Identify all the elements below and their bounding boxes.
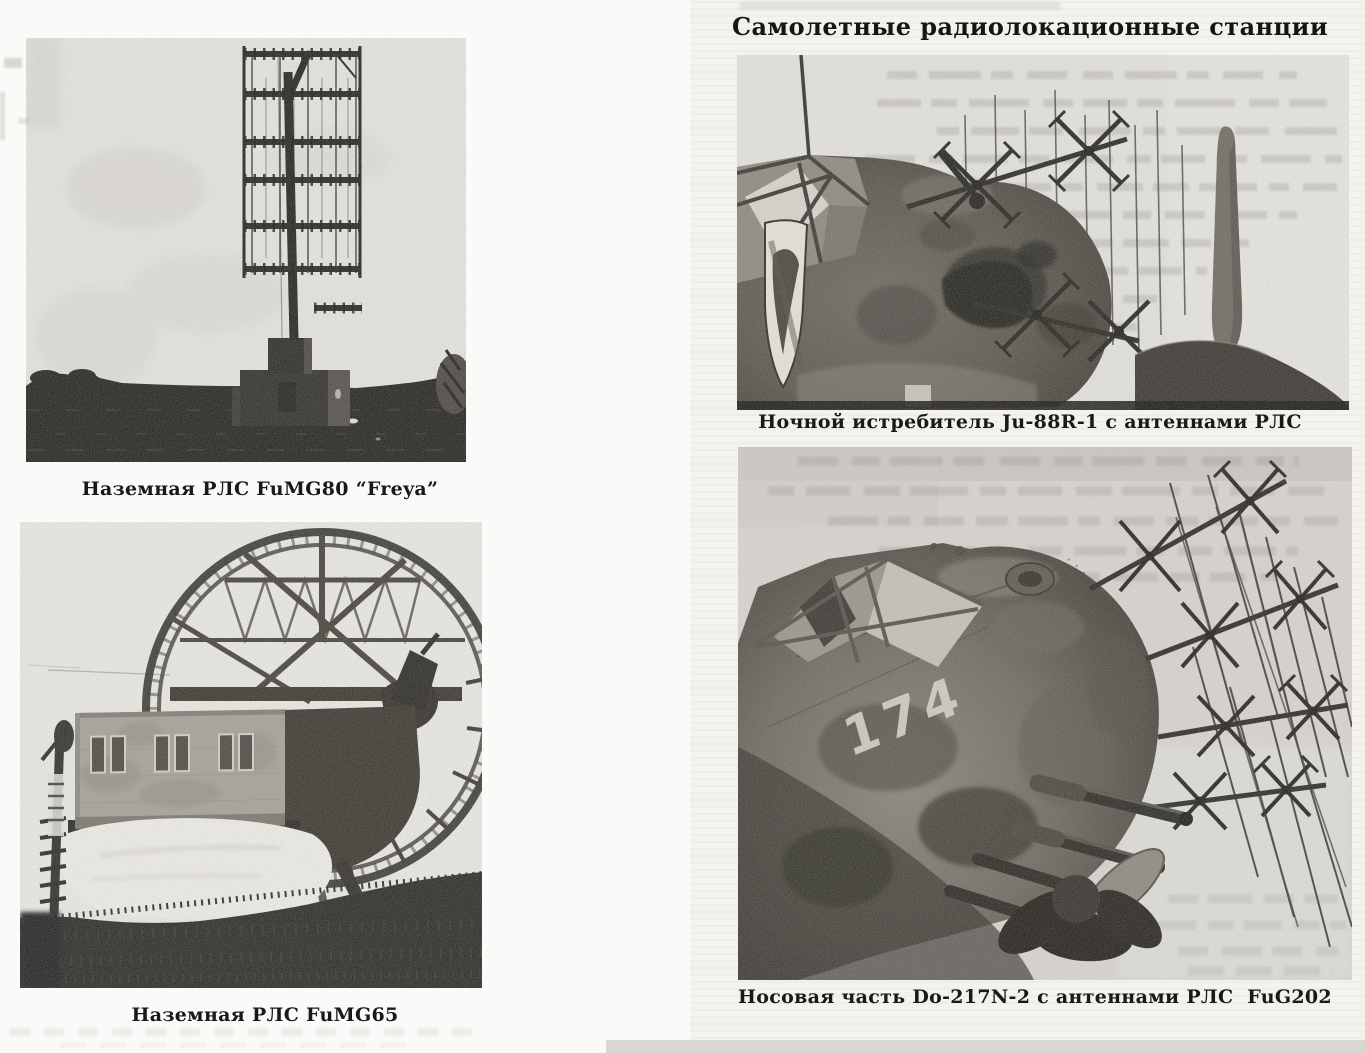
scan-smudge: [18, 118, 30, 124]
caption-freya: Наземная РЛС FuMG80 “Freya”: [81, 478, 439, 500]
caption-do217: Носовая часть Do-217N-2 с антеннами РЛС FuG202: [738, 986, 1332, 1008]
photo-fumg65-ground-radar: [20, 522, 482, 988]
photo-ju88-night-fighter: [737, 55, 1349, 410]
photo-do217-nose: [738, 447, 1352, 980]
scan-smudge: [0, 92, 5, 140]
scan-smudge: [740, 2, 1060, 10]
caption-ju88: Ночной истребитель Ju-88R-1 с антеннами РЛС: [758, 411, 1302, 433]
bleed-through-row: [10, 1028, 480, 1036]
page-title: Самолетные радиолокационные станции: [731, 12, 1329, 41]
page-edge-band: [606, 1040, 1365, 1053]
scan-smudge: [4, 58, 22, 68]
bleed-through-row: [60, 1042, 420, 1048]
photo-freya-ground-radar: [26, 38, 466, 462]
caption-fumg65: Наземная РЛС FuMG65: [131, 1004, 399, 1026]
